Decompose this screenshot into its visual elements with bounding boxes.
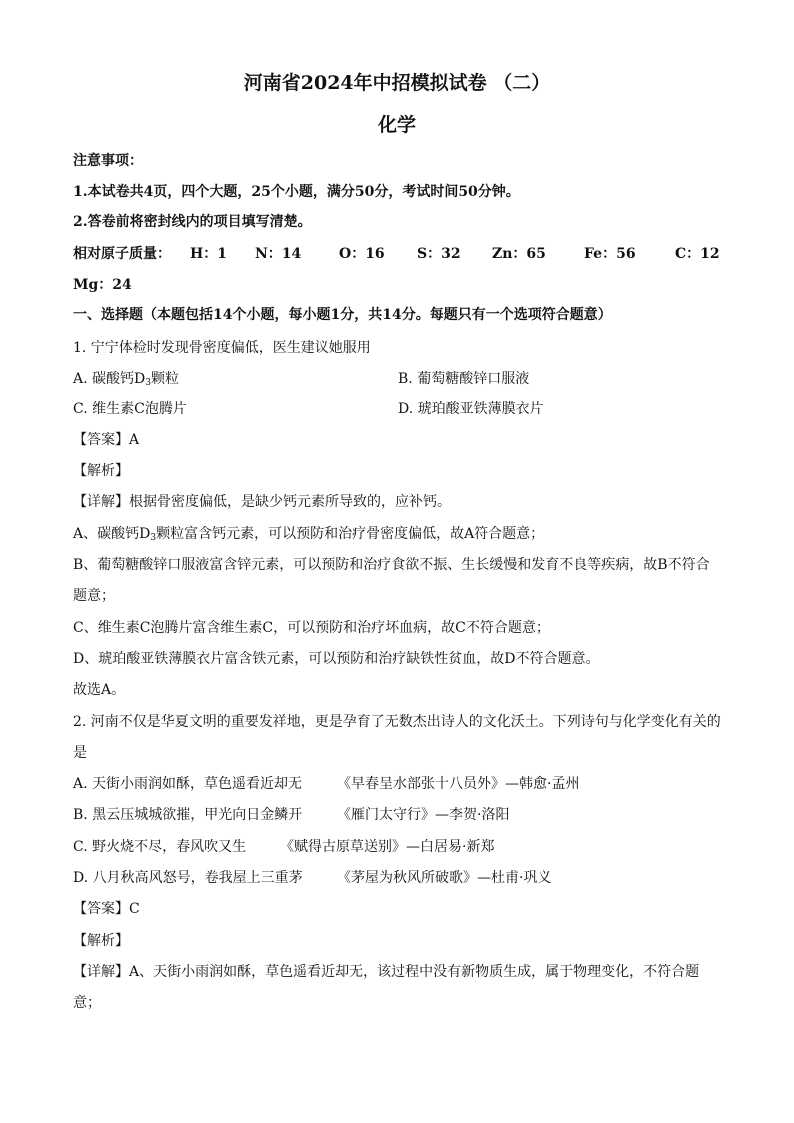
q1-analysis-label: 【解析】 (73, 463, 129, 479)
q2-option-c: C. 野火烧不尽，春风吹又生 (73, 839, 247, 855)
q2-detail-line1: 【详解】A、天街小雨润如酥，草色遥看近却无，该过程中没有新物质生成，属于物理变化，不符合题 (73, 964, 700, 980)
q2-stem-line1: 2. 河南不仅是华夏文明的重要发祥地，更是孕育了无数杰出诗人的文化沃土。下列诗句与化学变化有关的 (73, 714, 721, 730)
q2-answer: 【答案】C (73, 901, 140, 917)
atomic-mass-mg: Mg：24 (73, 277, 132, 293)
q2-option-a-source: 《早春呈水部张十八员外》—韩愈·孟州 (337, 776, 580, 792)
atomic-mass-fe: Fe：56 (584, 246, 636, 262)
note-item-2: 2.答卷前将密封线内的项目填写清楚。 (73, 214, 312, 230)
q2-option-b-source: 《雁门太守行》—李贺·洛阳 (337, 807, 510, 823)
atomic-mass-zn: Zn：65 (492, 246, 546, 262)
q2-option-c-source: 《赋得古原草送别》—白居易·新郑 (280, 839, 495, 855)
note-item-1: 1.本试卷共4页，四个大题，25个小题，满分50分，考试时间50分钟。 (73, 184, 520, 200)
q1-option-a: A. 碳酸钙$D_3$颗粒 (73, 371, 179, 388)
q1-explain-c: C、维生素C泡腾片富含维生素C，可以预防和治疗坏血病，故C不符合题意； (73, 620, 550, 636)
q1-option-d: D. 琥珀酸亚铁薄膜衣片 (398, 401, 544, 417)
q1-detail: 【详解】根据骨密度偏低，是缺少钙元素所导致的，应补钙。 (73, 494, 451, 510)
atomic-mass-s: S：32 (417, 246, 461, 262)
q1-stem: 1. 宁宁体检时发现骨密度偏低，医生建议她服用 (73, 340, 371, 356)
atomic-mass-o: O：16 (339, 246, 385, 262)
q2-stem-line2: 是 (73, 745, 87, 761)
atomic-mass-h: H：1 (190, 246, 227, 262)
q1-answer: 【答案】A (73, 432, 140, 448)
atomic-mass-c: C：12 (675, 246, 720, 262)
subject-title: 化学 (377, 114, 416, 136)
q1-option-b: B. 葡萄糖酸锌口服液 (398, 371, 530, 387)
q1-explain-b-line1: B、葡萄糖酸锌口服液富含锌元素，可以预防和治疗食欲不振、生长缓慢和发育不良等疾病，故B不符合 (73, 557, 710, 573)
notes-heading: 注意事项： (73, 153, 143, 169)
atomic-mass-line (73, 244, 720, 264)
page-title: 河南省2024年中招模拟试卷 （二） (243, 72, 551, 94)
q1-option-c: C. 维生素C泡腾片 (73, 401, 187, 417)
section-1-heading: 一、选择题（本题包括14个小题，每小题1分，共14分。每题只有一个选项符合题意） (73, 307, 612, 323)
atomic-mass-n: N：14 (255, 246, 302, 262)
q1-conclusion: 故选A。 (73, 682, 126, 698)
q1-explain-a: A、碳酸钙$D_3$颗粒富含钙元素，可以预防和治疗骨密度偏低，故A符合题意； (73, 526, 545, 543)
atomic-mass-label: 相对原子质量： (73, 246, 171, 262)
q2-analysis-label: 【解析】 (73, 933, 129, 949)
q1-explain-d: D、琥珀酸亚铁薄膜衣片富含铁元素，可以预防和治疗缺铁性贫血，故D不符合题意。 (73, 651, 600, 667)
q2-option-a: A. 天街小雨润如酥，草色遥看近却无 (73, 776, 303, 792)
q2-detail-line2: 意； (73, 995, 101, 1011)
q2-option-d-source: 《茅屋为秋风所破歌》—杜甫·巩义 (337, 870, 552, 886)
q2-option-b: B. 黑云压城城欲摧，甲光向日金鳞开 (73, 807, 303, 823)
q1-explain-b-line2: 题意； (73, 588, 115, 604)
q2-option-d: D. 八月秋高风怒号，卷我屋上三重茅 (73, 870, 303, 886)
